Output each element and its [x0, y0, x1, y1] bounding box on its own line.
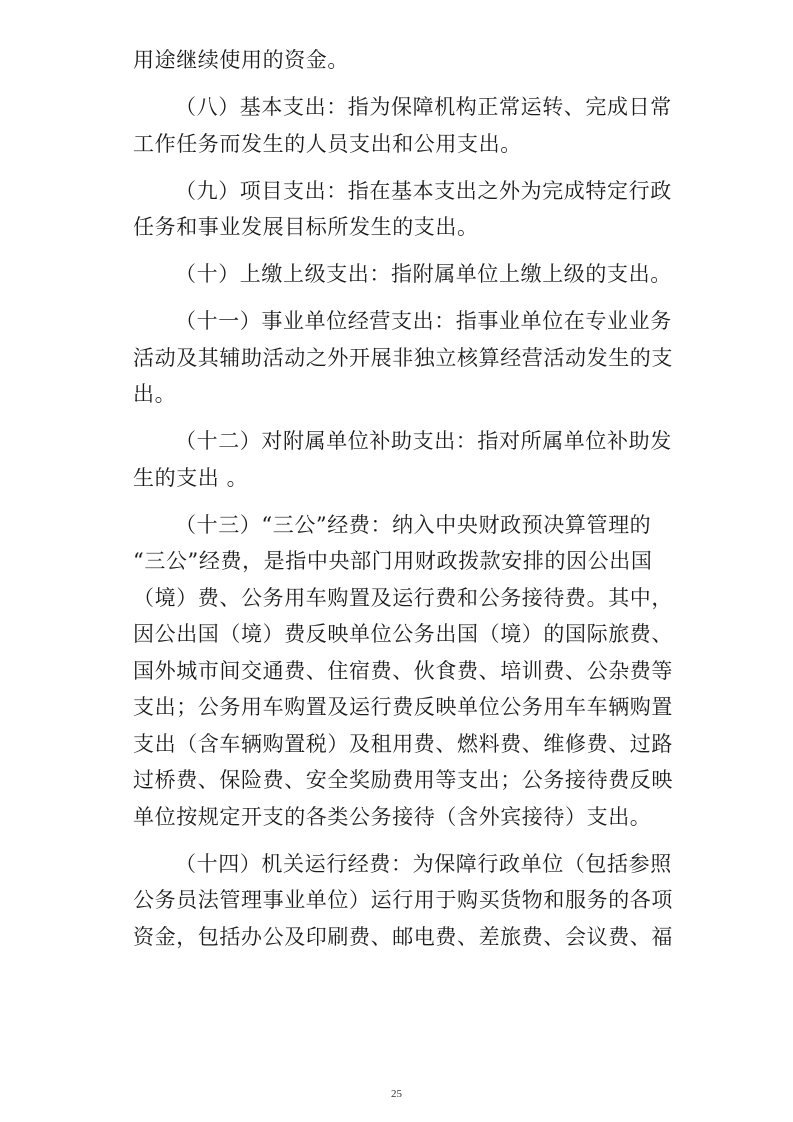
paragraph-line: 支出；公务用车购置及运行费反映单位公务用车车辆购置 — [133, 695, 673, 719]
paragraph-line: 活动及其辅助活动之外开展非独立核算经营活动发生的支 — [133, 345, 673, 370]
paragraph-line: （十）上缴上级支出：指附属单位上缴上级的支出。 — [175, 262, 672, 286]
paragraph-line: 资金，包括办公及印刷费、邮电费、差旅费、会议费、福 — [133, 924, 673, 949]
document-body — [133, 42, 673, 955]
paragraph-line: “三公”经费，是指中央部门用财政拨款安排的因公出国 — [133, 549, 653, 573]
paragraph-line: 出。 — [133, 382, 177, 406]
paragraph-line: 任务和事业发展目标所发生的支出。 — [133, 215, 479, 239]
paragraph-line: 因公出国（境）费反映单位公务出国（境）的国际旅费、 — [133, 622, 673, 646]
paragraph-line: 单位按规定开支的各类公务接待（含外宾接待）支出。 — [133, 804, 652, 829]
paragraph-line: （十四）机关运行经费：为保障行政单位（包括参照 — [175, 851, 672, 876]
paragraph-line: 过桥费、保险费、安全奖励费用等支出；公务接待费反映 — [133, 768, 673, 792]
paragraph-line: 工作任务而发生的人员支出和公用支出。 — [133, 131, 522, 156]
paragraph-line: （八）基本支出：指为保障机构正常运转、完成日常 — [175, 95, 672, 119]
paragraph-line: （十二）对附属单位补助支出：指对所属单位补助发 — [175, 429, 672, 453]
paragraph-line: （十一）事业单位经营支出：指事业单位在专业业务 — [175, 309, 672, 333]
paragraph-line: 用途继续使用的资金。 — [133, 48, 349, 72]
paragraph-line: （十三）“三公”经费：纳入中央财政预决算管理的 — [175, 512, 652, 537]
paragraph-line: （境）费、公务用车购置及运行费和公务接待费。其中， — [133, 585, 673, 610]
page-number: 25 — [391, 1088, 402, 1100]
paragraph-line: 生的支出 。 — [133, 465, 249, 490]
paragraph-line: 公务员法管理事业单位）运行用于购买货物和服务的各项 — [133, 888, 673, 912]
paragraph-line: 支出（含车辆购置税）及租用费、燃料费、维修费、过路 — [133, 731, 673, 756]
paragraph-line: 国外城市间交通费、住宿费、伙食费、培训费、公杂费等 — [133, 658, 673, 683]
paragraph-line: （九）项目支出：指在基本支出之外为完成特定行政 — [175, 178, 672, 203]
